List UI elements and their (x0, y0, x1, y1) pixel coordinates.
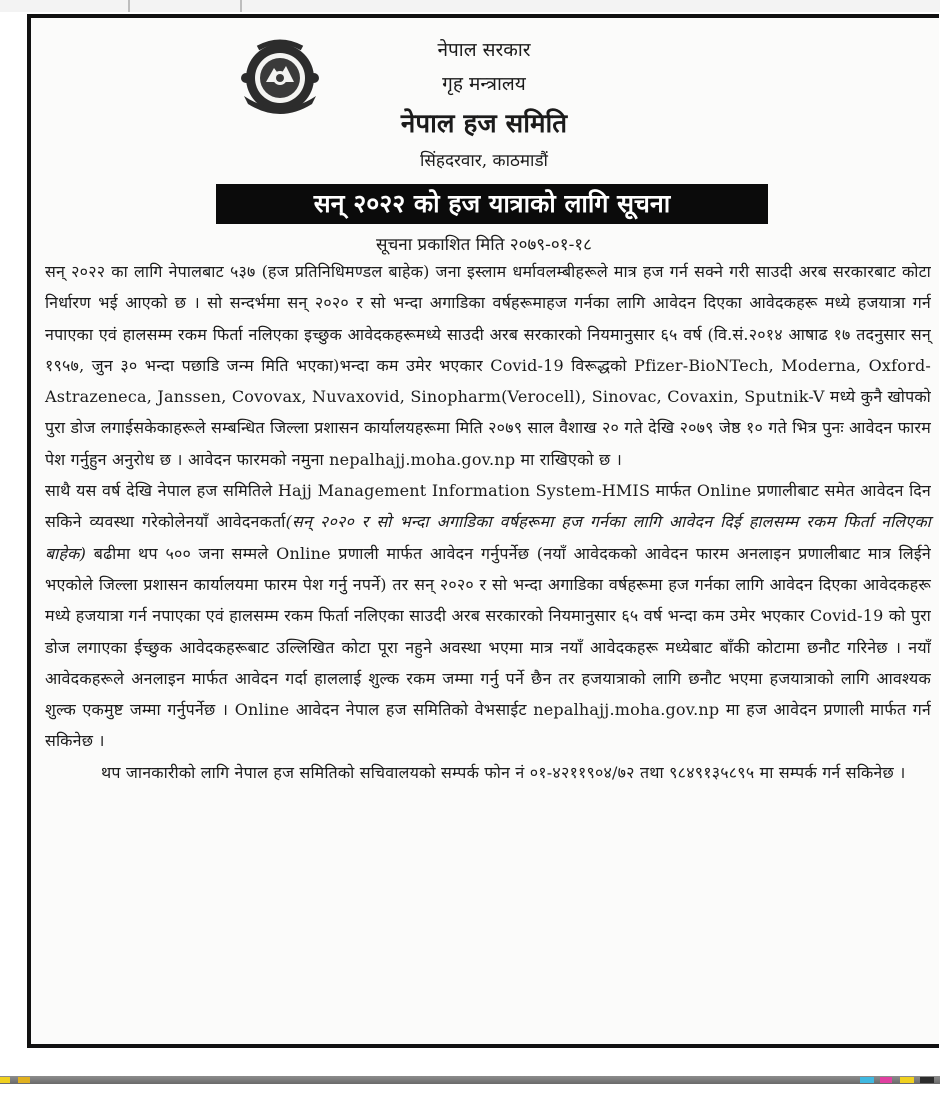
color-strip (900, 1077, 914, 1083)
paragraph-quota: सन् २०२२ का लागि नेपालबाट ५३७ (हज प्रतिनिधिमण्डल बाहेक) जना इस्लाम धर्मावलम्बीहरूले मात्र हज गर्न सक्ने गरी साउदी अरब सरकारबाट कोटा निर्धारण भई आएको छ । सो सन्दर्भमा सन् २०२० र सो भन्दा अगाडिका वर्षहरूमाहज गर्नका लागि आवेदन दिएका आवेदकहरू मध्ये हजयात्रा गर्न नपाएका एवं हालसम्म रकम फिर्ता नलिएका इच्छुक आवेदकहरूमध्ये साउदी अरब सरकारको नियमानुसार ६५ वर्ष (वि.सं.२०१४ आषाढ १७ तदनुसार सन् १९५७, जुन ३० भन्दा पछाडि जन्म मिति भएका)भन्दा कम उमेर भएकार Covid-19 विरूद्धको Pfizer-BioNTech, Moderna, Oxford-Astrazeneca, Janssen, Covovax, Nuvaxovid, Sinopharm(Verocell), Sinovac, Covaxin, Sputnik-V मध्ये कुनै खोपको पुरा डोज लगाईसकेकाहरूले सम्बन्धित जिल्ला प्रशासन कार्यालयहरूमा मिति २०७९ साल वैशाख २० गते देखि २०७९ जेष्ठ १० गते भित्र पुनः आवेदन फारम पेश गर्नुहुन अनुरोध छ । आवेदन फारमको नमुना nepalhajj.moha.gov.np मा राखिएको छ । (45, 262, 931, 469)
top-gap (0, 0, 940, 12)
top-tick (240, 0, 242, 12)
office-address: सिंहदरवार, काठमाडौं (420, 151, 548, 171)
paragraph-online-italic: (सन् २०२० र सो भन्दा अगाडिका वर्षहरूमा हज गर्नका लागि आवेदन दिई हालसम्म रकम फिर्ता नलिएका बाहेक) (45, 512, 931, 563)
color-strip (880, 1077, 892, 1083)
top-tick (128, 0, 130, 12)
notice-title-banner: सन् २०२२ को हज यात्राको लागि सूचना (216, 184, 768, 224)
image-bottom-bar (0, 1076, 940, 1084)
committee-title: नेपाल हज समिति (400, 109, 568, 139)
ministry-title: गृह मन्त्रालय (442, 73, 526, 95)
color-strip (860, 1077, 874, 1083)
paragraph-online-application (45, 475, 931, 757)
publication-date: सूचना प्रकाशित मिति २०७९-०१-१८ (376, 235, 592, 255)
paragraph-contact: थप जानकारीको लागि नेपाल हज समितिको सचिवालयको सम्पर्क फोन नं ०१-४२११९०४/७२ तथा ९८४९१३५८९५ मा सम्पर्क गर्न सकिनेछ । (101, 762, 906, 782)
color-strip (920, 1077, 934, 1083)
color-strip (0, 1077, 10, 1083)
government-title: नेपाल सरकार (437, 39, 531, 61)
notice-body (45, 256, 931, 788)
paragraph-online-lead: साथै यस वर्ष देखि नेपाल हज समितिले Hajj Management Information System-HMIS मार्फत Online प्रणालीबाट समेत आवेदन दिन सकिने व्यवस्था गरेकोलेनयाँ आवेदनकर्ता (45, 481, 931, 532)
notice-document (27, 14, 939, 1048)
color-strip (18, 1077, 30, 1083)
paragraph-online-rest: बढीमा थप ५०० जना सम्मले Online प्रणाली मार्फत आवेदन गर्नुपर्नेछ (नयाँ आवेदकको आवेदन फारम अनलाइन प्रणालीबाट मात्र लिईने भएकोले जिल्ला प्रशासन कार्यालयमा फारम पेश गर्नु नपर्ने) तर सन् २०२० र सो भन्दा अगाडिका वर्षहरूमा हज गर्नका लागि आवेदन दिएका आवेदकहरू मध्ये हजयात्रा गर्न नपाएका एवं हालसम्म रकम फिर्ता नलिएका साउदी अरब सरकारको नियमानुसार ६५ वर्ष भन्दा कम उमेर भएकार Covid-19 को पुरा डोज लगाएका ईच्छुक आवेदकहरूबाट उल्लिखित कोटा पूरा नहुने अवस्था भएमा मात्र नयाँ आवेदकहरू मध्येबाट बाँकी कोटामा छनौट गरिनेछ । नयाँ आवेदकहरूले अनलाइन मार्फत आवेदन गर्दा हाललाई शुल्क रकम जम्मा गर्नु पर्ने छैन तर हजयात्राको लागि छनौट भएमा हजयात्राको लागि आवश्यक शुल्क एकमुष्ट जम्मा गर्नुपर्नेछ । Online आवेदन नेपाल हज समितिको वेभसाईट nepalhajj.moha.gov.np मा हज आवेदन प्रणाली मार्फत गर्न सकिनेछ । (45, 543, 931, 751)
